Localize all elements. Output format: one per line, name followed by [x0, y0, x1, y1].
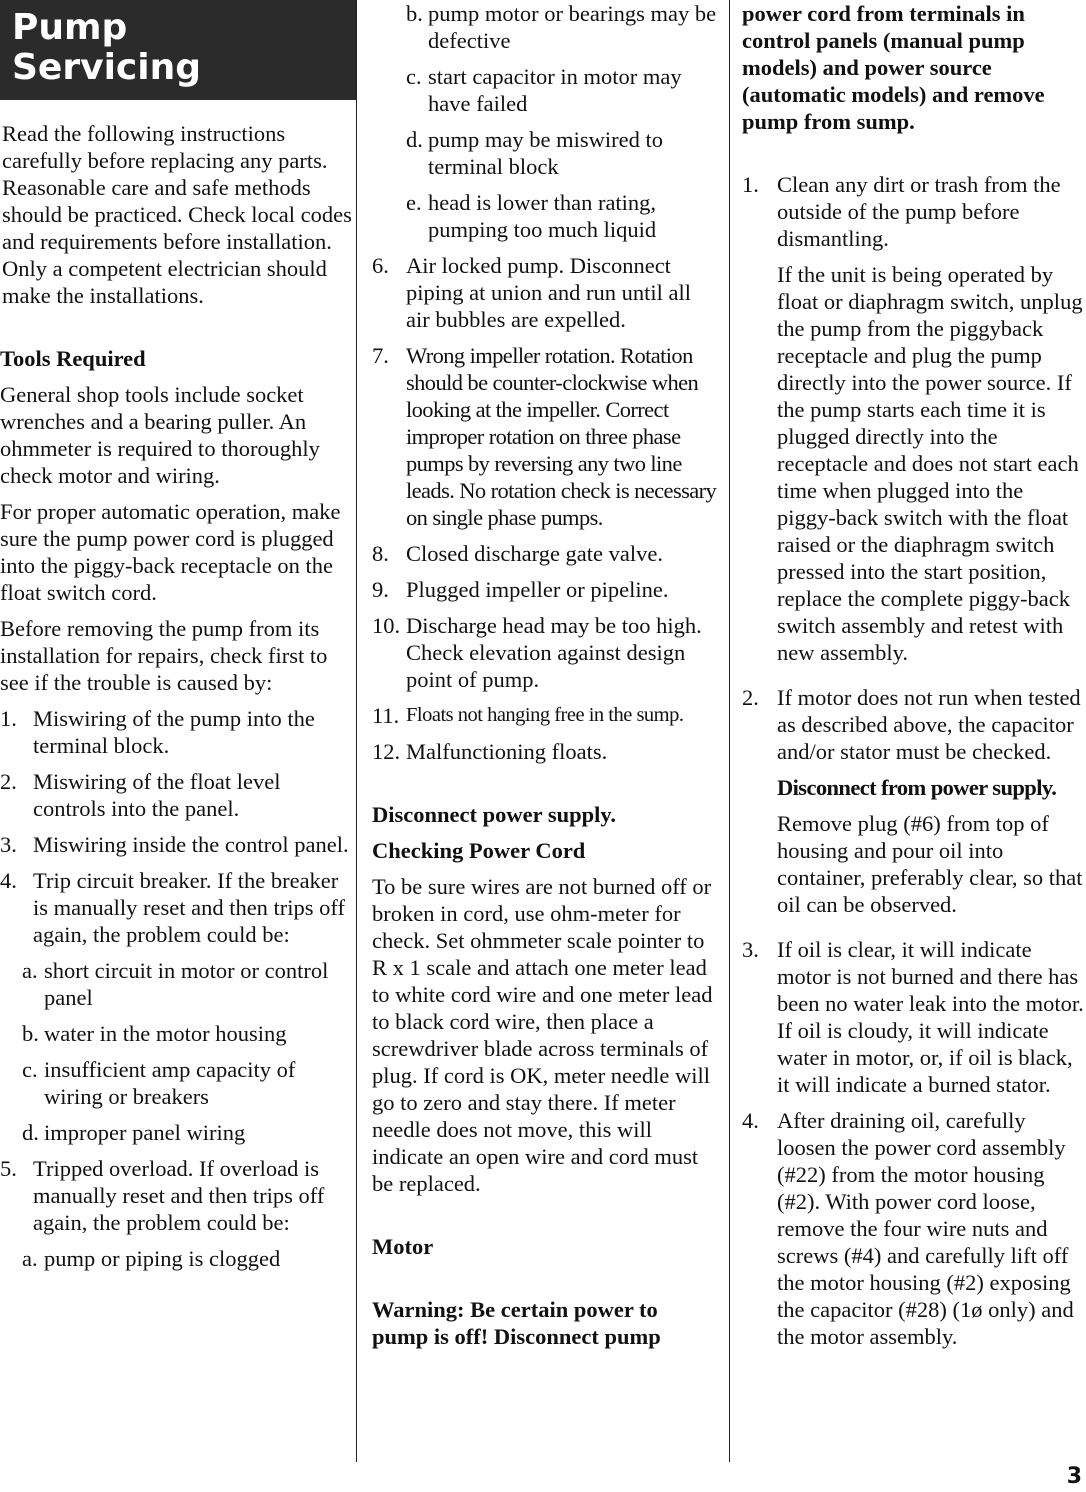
- list-item: 4. After draining oil, carefully loosen the power cord assembly (#22) from the motor housing (#2). With power cord loose, remove the four wire nuts and screws (#4) and carefully lift off the motor housing (#2) exposing the capacitor (#28) (1ø only) and the motor assembly.: [742, 1108, 1074, 1349]
- list-item: 9. Plugged impeller or pipeline.: [372, 577, 669, 602]
- title-line-1: Pump: [12, 7, 128, 48]
- power-cord-heading: Checking Power Cord: [372, 838, 586, 863]
- list-item: b. water in the motor housing: [22, 1021, 287, 1046]
- list-item: 1. Miswiring of the pump into the terminal block.: [0, 706, 315, 758]
- step-detail: If the unit is being operated by float or diaphragm switch, unplug the pump from the piggyback receptacle and plug the pump directly into the power source. If the pump starts each time it is plugged directly into the receptacle and does not start each time when plugged into the piggy-back switch with the float raised or the diaphragm switch pressed into the start position, replace the complete piggy-back switch assembly and retest with new assembly.: [777, 262, 1083, 665]
- steps-list: [742, 171, 1086, 1350]
- list-item: 3. Miswiring inside the control panel.: [0, 832, 349, 857]
- list-item: d. improper panel wiring: [22, 1120, 246, 1145]
- disconnect-notice: Disconnect power supply.: [372, 802, 616, 827]
- step-text: Clean any dirt or trash from the outside of the pump before dismantling.: [777, 172, 1061, 251]
- list-item: 7. Wrong impeller rotation. Rotation should be counter-clockwise when looking at the impeller. Correct improper rotation on three phase pumps by reversing any two line leads. No rotation check is necessary on single phase pumps.: [372, 343, 717, 530]
- sub-list-4: [22, 957, 356, 1146]
- list-item: 10. Discharge head may be too high. Check elevation against design point of pump.: [372, 613, 702, 692]
- column-2: [372, 0, 718, 1359]
- list-item: 11. Floats not hanging free in the sump.: [372, 703, 684, 728]
- motor-heading: Motor: [372, 1234, 434, 1259]
- list-item: 6. Air locked pump. Disconnect piping at union and run until all air bubbles are expelled.: [372, 253, 691, 332]
- motor-warning: Warning: Be certain power to pump is off! Disconnect pump: [372, 1297, 661, 1349]
- causes-list: [0, 705, 356, 1272]
- list-item: 4. Trip circuit breaker. If the breaker is manually reset and then trips off again, the problem could be:: [0, 868, 346, 947]
- list-item: 5. Tripped overload. If overload is manually reset and then trips off again, the problem could be:: [0, 1156, 325, 1235]
- sub-list-5: [22, 1245, 356, 1272]
- step-warning: Disconnect from power supply.: [777, 775, 1057, 800]
- sub-list-5-continued: [406, 0, 718, 243]
- list-item: 2. If motor does not run when tested as described above, the capacitor and/or stator must be checked. Disconnect from power supply. Remove plug (#6) from top of housing and pour oil into container, preferably clear, so that oil can be observed.: [742, 684, 1086, 927]
- tools-heading: Tools Required: [0, 346, 146, 371]
- page-title: [0, 0, 356, 100]
- column-divider-1: [356, 0, 357, 1462]
- list-item: b. pump motor or bearings may be defective: [406, 1, 717, 53]
- step-text: If motor does not run when tested as described above, the capacitor and/or stator must be checked.: [777, 685, 1081, 764]
- list-item: 12. Malfunctioning floats.: [372, 739, 608, 764]
- intro-paragraph: Read the following instructions carefully before replacing any parts. Reasonable care and safe methods should be practiced. Check local codes and requirements before installation. Only a competent electrician should make the installations.: [2, 121, 352, 308]
- tools-paragraph-1: General shop tools include socket wrenches and a bearing puller. An ohmmeter is required to thoroughly check motor and wiring.: [0, 382, 320, 488]
- list-item: d. pump may be miswired to terminal block: [406, 127, 663, 179]
- column-3: [742, 0, 1086, 1359]
- list-item: 1. Clean any dirt or trash from the outside of the pump before dismantling. If the unit is being operated by float or diaphragm switch, unplug the pump from the piggyback receptacle and plug the pump directly into the power source. If the pump starts each time it is plugged directly into the receptacle and does not start each time when plugged into the piggy-back switch with the float raised or the diaphragm switch pressed into the start position, replace the complete piggy-back switch assembly and retest with new assembly.: [742, 171, 1086, 675]
- causes-list-continued: [372, 252, 718, 765]
- tools-paragraph-2: For proper automatic operation, make sure the pump power cord is plugged into the piggy-back receptacle on the float switch cord.: [0, 499, 341, 605]
- page-number: 3: [1066, 1464, 1082, 1489]
- list-item: 3. If oil is clear, it will indicate motor is not burned and there has been no water leak into the motor. If oil is cloudy, it will indicate water in motor, or, if oil is black, it will indicate a burned stator.: [742, 937, 1084, 1097]
- tools-paragraph-3: Before removing the pump from its installation for repairs, check first to see if the trouble is caused by:: [0, 616, 328, 695]
- step-detail: Remove plug (#6) from top of housing and pour oil into container, preferably clear, so that oil can be observed.: [777, 811, 1083, 917]
- list-item: e. head is lower than rating, pumping too much liquid: [406, 190, 657, 242]
- column-divider-2: [729, 0, 730, 1462]
- power-cord-paragraph: To be sure wires are not burned off or broken in cord, use ohm-meter for check. Set ohmmeter scale pointer to R x 1 scale and attach one meter lead to white cord wire and one meter lead to black cord wire, then place a screwdriver blade across terminals of plug. If cord is OK, meter needle will go to zero and stay there. If meter needle does not move, this will indicate an open wire and cord must be replaced.: [372, 874, 713, 1196]
- list-item: 8. Closed discharge gate valve.: [372, 541, 664, 566]
- column-1: [0, 0, 356, 1281]
- list-item: c. insufficient amp capacity of wiring or breakers: [22, 1057, 296, 1109]
- motor-warning-continued: power cord from terminals in control panels (manual pump models) and power source (automatic models) and remove pump from sump.: [742, 1, 1045, 134]
- list-item: a. short circuit in motor or control panel: [22, 958, 329, 1010]
- list-item: a. pump or piping is clogged: [22, 1246, 281, 1271]
- list-item: 2. Miswiring of the float level controls into the panel.: [0, 769, 281, 821]
- title-line-2: Servicing: [12, 47, 201, 88]
- list-item: c. start capacitor in motor may have failed: [406, 64, 682, 116]
